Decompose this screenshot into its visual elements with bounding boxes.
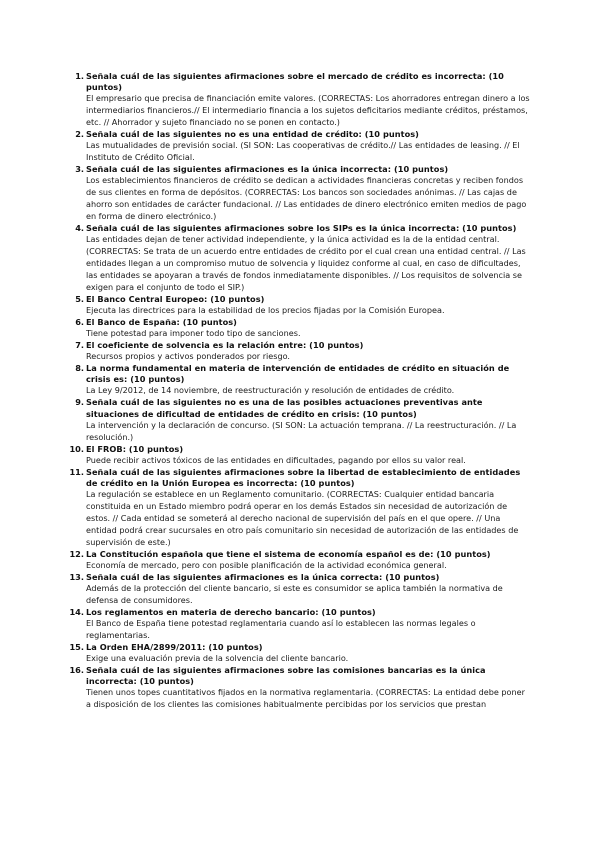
answer-text: Tienen unos topes cuantitativos fijados en la normativa reglamentaria. (CORRECTAS: La entidad debe poner a disposición de los clientes las comisiones habitualmente percibidas por los servicios que prestan <box>86 687 525 710</box>
question-number: 10. <box>69 443 84 454</box>
question-number: 6. <box>75 316 84 327</box>
question-number: 14. <box>69 606 84 617</box>
question-number: 8. <box>75 363 84 374</box>
answer-text: Ejecuta las directrices para la estabilidad de los precios fijadas por la Comisión Europea. <box>86 304 445 315</box>
answer-text: Las entidades dejan de tener actividad independiente, y la única actividad es la de la entidad central. (CORRECTAS: Se trata de un acuerdo entre entidades de crédito por el cual crean una entidad central. // Las entidades llegan a un compromiso mutuo de solvencia y liquidez conforme al cual, en caso de dificultades, las entidades se apoyaran a través de fondos inmediatamente disponibles. // Los requisitos de solvencia se exigen para el conjunto de todo el SIP.) <box>86 234 526 292</box>
question-number: 9. <box>75 397 84 408</box>
question-number: 7. <box>75 339 84 350</box>
question-text: La norma fundamental en materia de intervención de entidades de crédito en situación de crisis es: (10 puntos) <box>86 363 510 385</box>
question-item <box>75 397 530 443</box>
question-number: 16. <box>69 664 84 675</box>
question-item <box>69 606 530 642</box>
question-item <box>75 222 530 294</box>
question-text: Señala cuál de las siguientes afirmaciones sobre la libertad de establecimiento de entidades de crédito en la Unión Europea es incorrecta: (10 puntos) <box>86 466 521 488</box>
question-text: Señala cuál de las siguientes no es una entidad de crédito: (10 puntos) <box>86 129 419 140</box>
question-number: 5. <box>75 293 84 304</box>
answer-text: La Ley 9/2012, de 14 noviembre, de reestructuración y resolución de entidades de crédito. <box>86 385 455 396</box>
question-item <box>69 548 530 572</box>
question-item <box>75 363 530 397</box>
question-text: Los reglamentos en materia de derecho bancario: (10 puntos) <box>86 606 376 617</box>
question-number: 12. <box>69 548 84 559</box>
question-item <box>75 164 530 223</box>
question-number: 3. <box>75 164 84 175</box>
question-number: 13. <box>69 571 84 582</box>
question-text: El Banco Central Europeo: (10 puntos) <box>86 293 265 304</box>
question-item <box>69 571 530 607</box>
question-text: Señala cuál de las siguientes afirmaciones sobre los SIPs es la única incorrecta: (10 puntos) <box>86 222 517 233</box>
answer-text: Además de la protección del cliente bancario, si este es consumidor se aplica también la normativa de defensa de consumidores. <box>86 582 503 605</box>
answer-text: La regulación se establece en un Reglamento comunitario. (CORRECTAS: Cualquier entidad bancaria constituida en un Estado miembro podrá operar en los demás Estados sin necesidad de autorización de estos. // Cada entidad se someterá al derecho nacional de supervisión del país en el que opere. // Una entidad podrá crear sucursales en otro país comunitario sin necesidad de autorización de las entidades de supervisión de este.) <box>86 489 519 547</box>
question-number: 1. <box>75 71 84 81</box>
answer-text: Las mutualidades de previsión social. (SI SON: Las cooperativas de crédito.// Las entidades de leasing. // El Instituto de Crédito Oficial. <box>86 140 520 163</box>
question-number: 11. <box>69 466 84 477</box>
question-text: Señala cuál de las siguientes afirmaciones sobre el mercado de crédito es incorrecta: (10 puntos) <box>86 71 504 93</box>
question-item <box>75 71 530 129</box>
question-text: Señala cuál de las siguientes no es una de las posibles actuaciones preventivas ante situaciones de dificultad de entidades de crédito en crisis: (10 puntos) <box>86 397 483 419</box>
answer-text: Los establecimientos financieros de crédito se dedican a actividades financieras concretas y reciben fondos de sus clientes en forma de depósitos. (CORRECTAS: Los bancos son sociedades anónimas. // Las cajas de ahorro son entidades de carácter fundacional. // Las entidades de dinero electrónico emiten medios de pago en forma de dinero electrónico.) <box>86 175 527 222</box>
answer-text: Economía de mercado, pero con posible planificación de la actividad económica general. <box>86 559 447 570</box>
answer-text: La intervención y la declaración de concurso. (SI SON: La actuación temprana. // La reestructuración. // La resolución.) <box>86 419 517 442</box>
question-item <box>75 293 530 317</box>
question-number: 4. <box>75 222 84 233</box>
question-list <box>69 71 530 711</box>
answer-text: Tiene potestad para imponer todo tipo de sanciones. <box>86 328 301 339</box>
question-text: El Banco de España: (10 puntos) <box>86 316 237 327</box>
answer-text: El Banco de España tiene potestad reglamentaria cuando así lo establecen las normas legales o reglamentarias. <box>86 617 476 640</box>
question-text: Señala cuál de las siguientes afirmaciones sobre las comisiones bancarias es la única incorrecta: (10 puntos) <box>86 664 486 687</box>
question-item <box>75 316 530 340</box>
question-item <box>69 443 530 467</box>
question-text: El coeficiente de solvencia es la relación entre: (10 puntos) <box>86 339 364 350</box>
answer-text: Exige una evaluación previa de la solvencia del cliente bancario. <box>86 652 349 663</box>
question-number: 15. <box>69 641 84 652</box>
question-item <box>75 339 530 363</box>
question-item <box>69 466 530 549</box>
question-text: Señala cuál de las siguientes afirmaciones es la única correcta: (10 puntos) <box>86 571 440 582</box>
question-item <box>69 664 530 711</box>
answer-text: Puede recibir activos tóxicos de las entidades en dificultades, pagando por ellos su valor real. <box>86 454 466 465</box>
question-text: La Constitución española que tiene el sistema de economía español es de: (10 puntos) <box>86 548 491 559</box>
question-item <box>75 129 530 164</box>
question-text: La Orden EHA/2899/2011: (10 puntos) <box>86 641 263 652</box>
answer-text: El empresario que precisa de financiación emite valores. (CORRECTAS: Los ahorradores entregan dinero a los intermediarios financieros.// El intermediario financia a los sujetos deficitarios mediante créditos, préstamos, etc. // Ahorrador y sujeto financiado no se ponen en contacto.) <box>86 93 530 128</box>
answer-text: Recursos propios y activos ponderados por riesgo. <box>86 351 290 362</box>
question-item <box>69 641 530 665</box>
question-text: Señala cuál de las siguientes afirmaciones es la única incorrecta: (10 puntos) <box>86 164 449 175</box>
question-text: El FROB: (10 puntos) <box>86 443 184 454</box>
question-number: 2. <box>75 129 84 140</box>
